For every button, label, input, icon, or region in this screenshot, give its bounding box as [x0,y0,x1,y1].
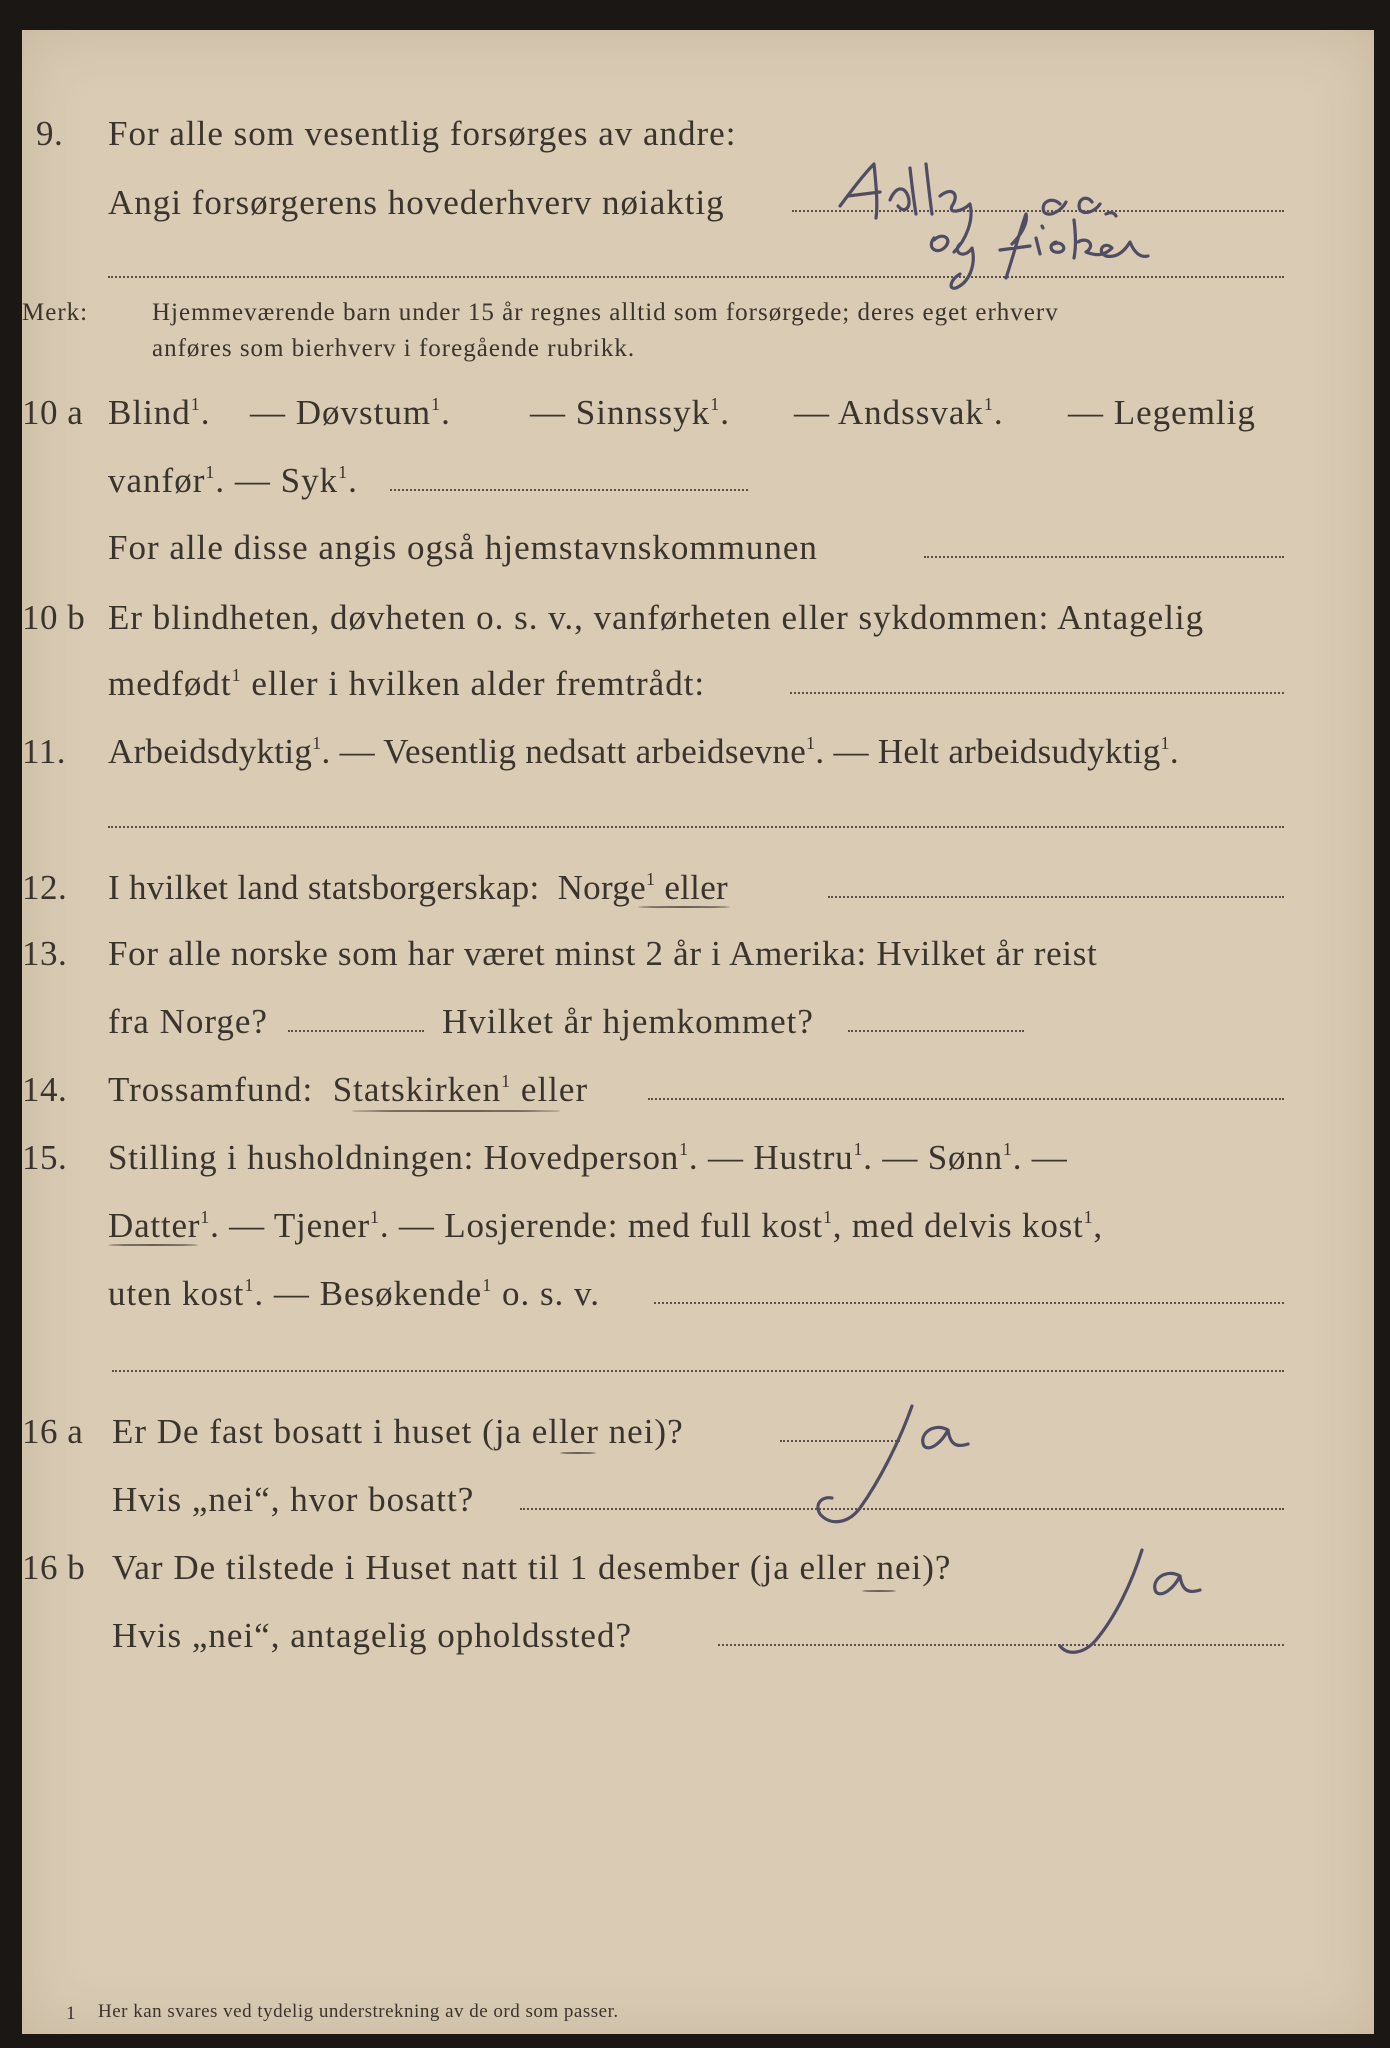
footnote-mark: 1 [66,2003,76,2024]
q13-number: 13. [22,934,68,973]
q13-line2b: Hvilket år hjemkommet? [442,1002,814,1041]
q15-line3: uten kost$^1$. — Besøkende$^1$ o. s. v. [108,1274,601,1313]
q9-line1: For alle som vesentlig forsørges av andre: [108,114,737,153]
q12-norge-underline [638,906,730,908]
q10a-line3: For alle disse angis også hjemstavnskommunen [108,528,818,567]
q10b-line2: medfødt$^1$ eller i hvilken alder fremtrådt: [108,664,706,703]
q12-number: 12. [22,868,68,907]
q16a-number: 16 a [22,1412,84,1451]
merk-label: Merk: [22,299,89,326]
q10a-dovstum: — Døvstum$^1$. [250,393,451,432]
q14-answer-line [648,1098,1284,1100]
q15-line2: Datter$^1$. — Tjener$^1$. — Losjerende: med full kost$^1$, med delvis kost$^1$, [108,1206,1103,1245]
q16a-line1: Er De fast bosatt i huset (ja eller nei)? [112,1412,684,1451]
q9-number: 9. [36,114,64,153]
q16b-handwriting-ja [1030,1540,1230,1670]
q14-number: 14. [22,1070,68,1109]
q11-answer-line [108,826,1284,828]
q13-year-left-line [288,1030,424,1032]
q9-handwriting-signature [830,160,1290,290]
q12-line: I hvilket land statsborgerskap: Norge$^1$ eller [108,868,729,907]
q10b-line1: Er blindheten, døvheten o. s. v., vanførheten eller sykdommen: Antagelig [108,598,1205,637]
q15-datter-underline [108,1244,198,1246]
merk-line1: Hjemmeværende barn under 15 år regnes alltid som forsørgede; deres eget erhverv [152,299,1059,326]
q15-number: 15. [22,1138,68,1177]
q16a-handwriting-ja [790,1400,1010,1530]
q10b-number: 10 b [22,598,86,637]
q10a-legemlig: — Legemlig [1068,393,1256,432]
q10a-sinnssyk: — Sinnssyk$^1$. [530,393,730,432]
q9-line2: Angi forsørgerens hovederhverv nøiaktig [108,183,725,222]
q15-line1: Stilling i husholdningen: Hovedperson$^1$. — Hustru$^1$. — Sønn$^1$. — [108,1138,1068,1177]
q11-number: 11. [22,732,66,771]
q10a-answer-line [390,489,748,491]
q15-answer-line-2 [112,1370,1284,1372]
q12-answer-line [828,896,1284,898]
q13-line2a: fra Norge? [108,1002,268,1041]
q14-line: Trossamfund: Statskirken$^1$ eller [108,1070,589,1109]
q10a-line2: vanfør$^1$. — Syk$^1$. [108,461,358,500]
q16a-line2: Hvis „nei“, hvor bosatt? [112,1480,475,1519]
footnote-text: Her kan svares ved tydelig understrekning av de ord som passer. [98,2001,619,2022]
q10a-andssvak: — Andssvak$^1$. [794,393,1004,432]
q16b-number: 16 b [22,1548,86,1587]
q10a-number: 10 a [22,393,84,432]
q13-line1: For alle norske som har været minst 2 år i Amerika: Hvilket år reist [108,934,1098,973]
q16a-ja-underline [560,1452,596,1454]
q13-year-returned-line [848,1030,1024,1032]
q10a-blind: Blind$^1$. [108,393,211,432]
q16b-line2: Hvis „nei“, antagelig opholdssted? [112,1616,632,1655]
q16b-line1: Var De tilstede i Huset natt til 1 desember (ja eller nei)? [112,1548,952,1587]
q16b-ja-underline [862,1590,896,1592]
q15-answer-line [654,1302,1284,1304]
q14-statskirken-underline [352,1110,560,1112]
q11-line: Arbeidsdyktig$^1$. — Vesentlig nedsatt arbeidsevne$^1$. — Helt arbeidsudyktig$^1$. [108,732,1179,771]
merk-line2: anføres som bierhverv i foregående rubrikk. [152,335,636,362]
q10a-hjemstavn-line [924,556,1284,558]
q10b-answer-line [790,692,1284,694]
